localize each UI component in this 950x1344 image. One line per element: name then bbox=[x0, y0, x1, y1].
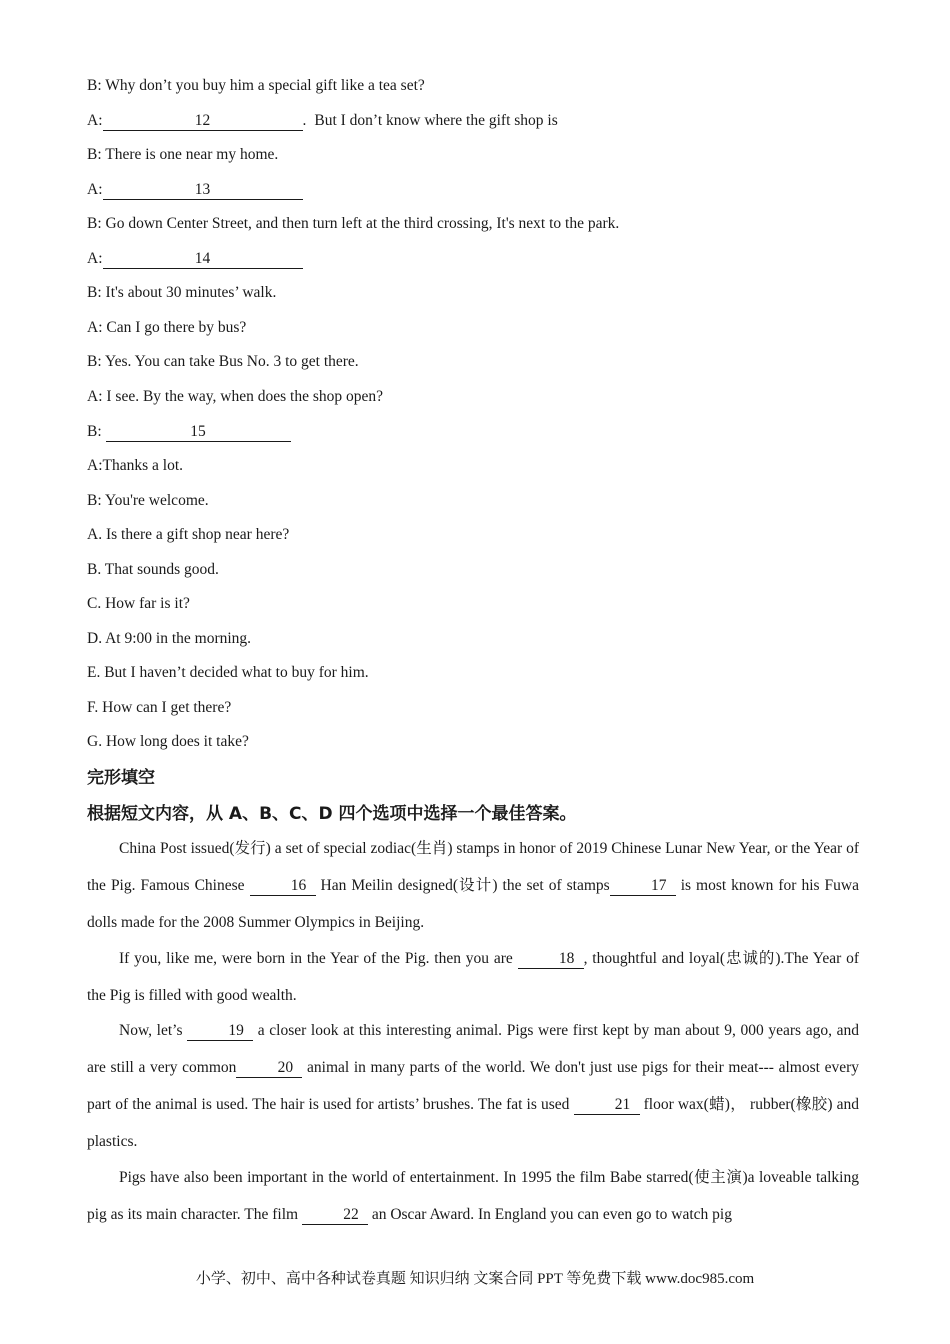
answer-blank-14: 14 bbox=[103, 250, 303, 269]
period: . bbox=[302, 112, 307, 129]
speaker-label: A: bbox=[87, 112, 103, 129]
speaker-label: A: bbox=[87, 319, 103, 336]
dialogue-text: Can I go there by bus? bbox=[102, 319, 247, 336]
speaker-label: B: bbox=[87, 284, 102, 301]
dialogue-text: You're welcome. bbox=[101, 492, 209, 509]
answer-blank-15: 15 bbox=[106, 423, 291, 442]
cloze-paragraph-2 bbox=[87, 940, 859, 1014]
speaker-label: B: bbox=[87, 146, 102, 163]
option-a: A. Is there a gift shop near here? bbox=[87, 526, 290, 543]
speaker-label: B: bbox=[87, 215, 102, 232]
cloze-blank-20: 20 bbox=[236, 1059, 302, 1078]
cloze-paragraph-3 bbox=[87, 1012, 859, 1160]
dialogue-line-1 bbox=[87, 76, 425, 96]
option-d: D. At 9:00 in the morning. bbox=[87, 630, 252, 647]
cloze-blank-19: 19 bbox=[187, 1022, 253, 1041]
paragraph-text: an Oscar Award. In England you can even go to watch pig bbox=[367, 1206, 732, 1223]
paragraph-text: is most known for his Fuwa dolls made for the 2008 Summer Olympics in Beijing. bbox=[87, 877, 860, 931]
dialogue-line-5 bbox=[87, 214, 619, 234]
paragraph-text: a closer look at this interesting animal. Pigs were first kept by man about 9, 000 years ago, and are still a very common bbox=[87, 1022, 859, 1076]
speaker-label: B: bbox=[87, 77, 102, 94]
speaker-label: B: bbox=[87, 492, 102, 509]
cloze-blank-18: 18 bbox=[518, 950, 584, 969]
paragraph-text: animal in many parts of the world. We don't just use pigs for their meat--- almost every part of the animal is used. The hair is used for artists’ brushes. The fat is used bbox=[87, 1059, 859, 1113]
dialogue-line-6 bbox=[87, 249, 303, 269]
section-title: 完形填空 bbox=[87, 768, 155, 788]
cloze-blank-16: 16 bbox=[250, 877, 316, 896]
dialogue-text: Thanks a lot. bbox=[102, 457, 183, 474]
dialogue-text: There is one near my home. bbox=[101, 146, 279, 163]
paragraph-text: Han Meilin designed(设计) the set of stamps bbox=[315, 877, 610, 894]
dialogue-text: Go down Center Street, and then turn left at the third crossing, It's next to the park. bbox=[101, 215, 620, 232]
paragraph-text: Now, let’s bbox=[119, 1022, 188, 1039]
dialogue-line-3 bbox=[87, 145, 278, 165]
dialogue-text: But I don’t know where the gift shop is bbox=[314, 112, 558, 129]
dialogue-text: Yes. You can take Bus No. 3 to get there. bbox=[101, 353, 359, 370]
paragraph-text: China Post issued(发行) a set of special zodiac(生肖) stamps in honor of 2019 Chinese Lunar New Year, or the Year of the Pig. Famous Chinese bbox=[87, 840, 859, 894]
dialogue-text: It's about 30 minutes’ walk. bbox=[101, 284, 277, 301]
dialogue-line-2 bbox=[87, 111, 558, 131]
paragraph-text: floor wax(蜡)， rubber(橡胶) and plastics. bbox=[87, 1096, 859, 1150]
option-f: F. How can I get there? bbox=[87, 699, 232, 716]
option-g: G. How long does it take? bbox=[87, 733, 249, 750]
option-b: B. That sounds good. bbox=[87, 561, 219, 578]
cloze-blank-21: 21 bbox=[574, 1096, 640, 1115]
cloze-paragraph-4 bbox=[87, 1159, 859, 1233]
answer-blank-13: 13 bbox=[103, 181, 303, 200]
paragraph-text: , thoughtful and loyal(忠诚的).The Year of the Pig is filled with good wealth. bbox=[87, 950, 860, 1004]
speaker-label: A: bbox=[87, 388, 103, 405]
speaker-label: B: bbox=[87, 423, 102, 440]
dialogue-text: I see. By the way, when does the shop open? bbox=[102, 388, 384, 405]
dialogue-line-10 bbox=[87, 387, 383, 407]
dialogue-line-13 bbox=[87, 491, 209, 511]
dialogue-line-12 bbox=[87, 456, 183, 476]
dialogue-line-7 bbox=[87, 283, 276, 303]
answer-blank-12: 12 bbox=[103, 112, 303, 131]
speaker-label: A: bbox=[87, 457, 103, 474]
dialogue-line-4 bbox=[87, 180, 303, 200]
paragraph-text: If you, like me, were born in the Year of the Pig. then you are bbox=[119, 950, 518, 967]
speaker-label: A: bbox=[87, 181, 103, 198]
option-c: C. How far is it? bbox=[87, 595, 190, 612]
section-instruction: 根据短文内容，从 A、B、C、D 四个选项中选择一个最佳答案。 bbox=[87, 804, 577, 824]
dialogue-line-9 bbox=[87, 352, 359, 372]
dialogue-line-8 bbox=[87, 318, 246, 338]
option-e: E. But I haven’t decided what to buy for him. bbox=[87, 664, 369, 681]
cloze-blank-22: 22 bbox=[302, 1206, 368, 1225]
cloze-paragraph-1 bbox=[87, 830, 859, 941]
page-footer: 小学、初中、高中各种试卷真题 知识归纳 文案合同 PPT 等免费下载 www.doc985.com bbox=[195, 1271, 755, 1287]
cloze-blank-17: 17 bbox=[610, 877, 676, 896]
dialogue-text: Why don’t you buy him a special gift like a tea set? bbox=[101, 77, 425, 94]
speaker-label: B: bbox=[87, 353, 102, 370]
speaker-label: A: bbox=[87, 250, 103, 267]
dialogue-line-11 bbox=[87, 422, 291, 442]
paragraph-text: Pigs have also been important in the world of entertainment. In 1995 the film Babe starred(使主演)a loveable talking pig as its main character. The film bbox=[87, 1169, 859, 1223]
